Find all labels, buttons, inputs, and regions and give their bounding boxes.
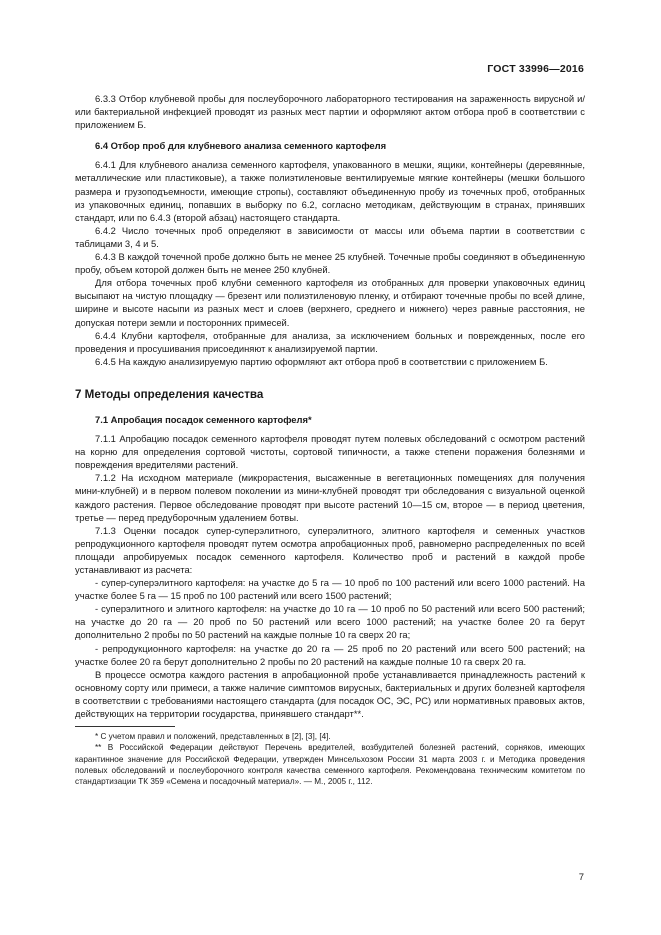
list-item-super-elite: - суперэлитного и элитного картофеля: на участке до 10 га — 10 проб по 50 растений или всего 500 растений; на участке до 20 га — 20 проб по 50 растений или всего 1000 растений; на участке более 20 га берут дополнительно 2 пробы по 50 растений на каждые полные 10 га сверх 20 га;	[75, 603, 585, 641]
footnote-divider	[75, 726, 175, 727]
list-item-reproduction: - репродукционного картофеля: на участке до 20 га — 25 проб по 20 растений или всего 500 растений; на участке более 20 га берут дополнительно 2 пробы по 20 растений на каждые полные 10 га сверх 20 га.	[75, 642, 585, 667]
paragraph-7-1-1: 7.1.1 Апробацию посадок семенного картофеля проводят путем полевых обследований с осмотром растений на корню для определения сортовой чистоты, сортовой типичности, а также степени поражения болезнями и повреждения вредителями растений.	[75, 433, 585, 471]
paragraph-7-1-3: 7.1.3 Оценки посадок супер-суперэлитного, суперэлитного, элитного картофеля и семенных участков репродукционного картофеля проводят путем осмотра апробационных проб, равномерно распределенных по всей площади апробируемых посадок семенного картофеля. Количество проб и растений в каждой пробе устанавливают из расчета:	[75, 524, 585, 575]
heading-7-1: 7.1 Апробация посадок семенного картофеля*	[95, 413, 312, 425]
footnote-1: * С учетом правил и положений, представленных в [2], [3], [4].	[95, 732, 331, 742]
paragraph-7-1-3-second: В процессе осмотра каждого растения в апробационной пробе устанавливается принадлежность растений к основному сорту или примеси, а также наличие симптомов вирусных, бактериальных и других болезней картофеля в соответствии с требованиями настоящего стандарта (для посадок ОС, ЭС, РС) или нормативных правовых актов, действующих на территории государства, принявшего стандарт**.	[75, 668, 585, 720]
paragraph-6-4-2: 6.4.2 Число точечных проб определяют в зависимости от массы или объема партии в соответствии с таблицами 3, 4 и 5.	[75, 224, 585, 249]
paragraph-6-3-3: 6.3.3 Отбор клубневой пробы для послеуборочного лабораторного тестирования на зараженность вирусной и/или бактериальной инфекцией проводят из разных мест партии и оформляют актом отбора проб в соответствии с приложением Б.	[75, 93, 585, 131]
paragraph-6-4-1: 6.4.1 Для клубневого анализа семенного картофеля, упакованного в мешки, ящики, контейнеры (деревянные, металлические или пластиковые), а также полиэтиленовые вентилируемые мягкие контейнеры (мешки большого размера и грузоподъемности, имеющие стропы), составляют объединенную пробу из точечных проб, отобранных из упаковочных единиц, попавших в выборку по 6.2, согласно методикам, действующим в странах, принявших стандарт, или по 6.4.3 (второй абзац) настоящего стандарта.	[75, 159, 585, 223]
section-heading-7: 7 Методы определения качества	[75, 387, 264, 401]
footnotes	[75, 731, 585, 787]
paragraph-6-4-3: 6.4.3 В каждой точечной пробе должно быть не менее 25 клубней. Точечные пробы соединяют в объединенную пробу, объем которой должен быть не менее 250 клубней.	[75, 251, 585, 276]
paragraph-6-4-5: 6.4.5 На каждую анализируемую партию оформляют акт отбора проб в соответствии с приложением Б.	[95, 355, 548, 367]
list-item-super-super-elite: - супер-суперэлитного картофеля: на участке до 5 га — 10 проб по 100 растений или всего 1000 растений. На участке более 5 га — 15 проб по 100 растений или всего 1500 растений;	[75, 577, 585, 602]
paragraph-6-4-3-second: Для отбора точечных проб клубни семенного картофеля из отобранных для проверки упаковочных единиц высыпают на чистую площадку — брезент или полиэтиленовую пленку, и отбирают точечные пробы по всей длине, ширине и высоте насыпи из разных мест и слоев (верхнего, среднего и нижнего) через равные расстояния, не допуская потери земли и посторонних примесей.	[75, 277, 585, 328]
paragraph-6-4-4: 6.4.4 Клубни картофеля, отобранные для анализа, за исключением больных и поврежденных, после его проведения и просушивания присоединяют к анализируемой партии.	[75, 329, 585, 354]
standard-header: ГОСТ 33996—2016	[487, 63, 584, 75]
heading-6-4: 6.4 Отбор проб для клубневого анализа семенного картофеля	[95, 140, 387, 152]
footnote-2: ** В Российской Федерации действуют Перечень вредителей, возбудителей болезней растений, сорняков, имеющих карантинное значение для Российской Федерации, утвержден Минсельхозом России 31 марта 2003 г. и Методика проведения полевых обследований и послеуборочного контроля качества семенного картофеля. Рекомендована техническим комитетом по стандартизации ТК 359 «Семена и посадочный материал». — М., 2005 г., 112.	[75, 743, 585, 786]
page-number: 7	[578, 872, 584, 883]
document-body	[75, 92, 585, 787]
paragraph-7-1-2: 7.1.2 На исходном материале (микрорастения, высаженные в вегетационных помещениях для получения мини-клубней) и в первом полевом поколении из мини-клубней проводят три обследования с визуальной оценкой каждого растения. Первое обследование проводят при высоте растений 10—15 см, второе — в период цветения, третье — перед предуборочным удалением ботвы.	[75, 472, 585, 523]
